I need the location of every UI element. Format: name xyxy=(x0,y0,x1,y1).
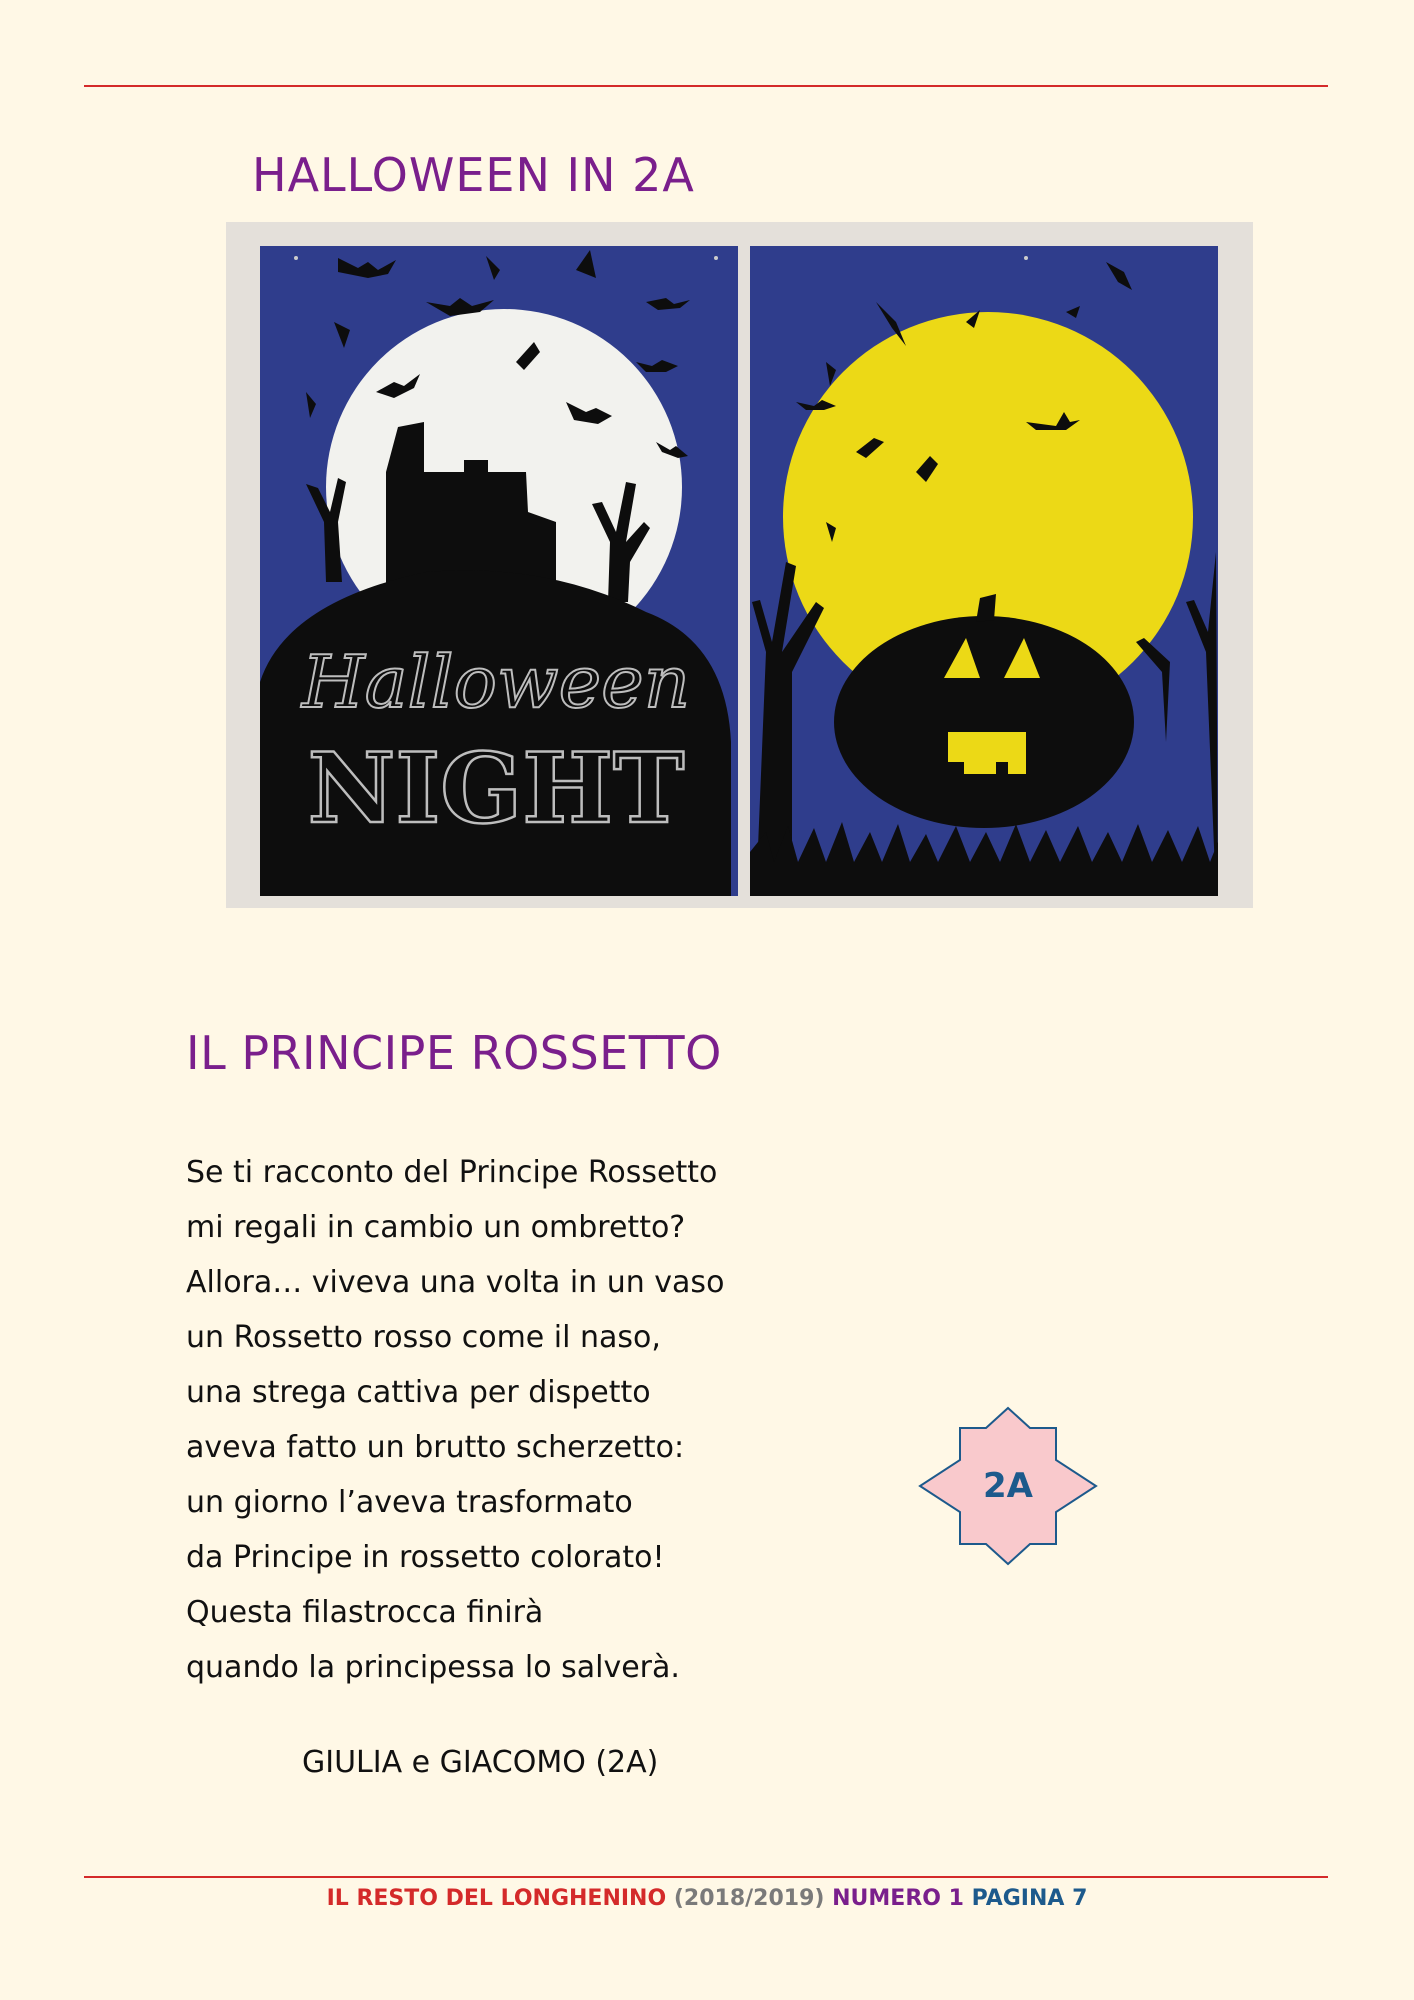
right-poster xyxy=(750,246,1218,896)
halloween-posters-photo xyxy=(226,222,1253,908)
bottom-rule xyxy=(84,1876,1328,1878)
footer-newspaper-name: IL RESTO DEL LONGHENINO xyxy=(326,1886,667,1911)
poem-line: Questa filastrocca finirà xyxy=(186,1595,544,1630)
halloween-title: HALLOWEEN IN 2A xyxy=(252,148,695,202)
poem-line: Allora… viveva una volta in un vaso xyxy=(186,1265,725,1300)
top-rule xyxy=(84,85,1328,87)
footer-page: PAGINA 7 xyxy=(971,1886,1088,1911)
poem-line: aveva fatto un brutto scherzetto: xyxy=(186,1430,685,1465)
footer-years: (2018/2019) xyxy=(673,1886,825,1911)
left-poster xyxy=(260,246,738,896)
poem-line: da Principe in rossetto colorato! xyxy=(186,1540,665,1575)
poem-line: mi regali in cambio un ombretto? xyxy=(186,1210,686,1245)
poem-title: IL PRINCIPE ROSSETTO xyxy=(186,1026,722,1080)
poem-body xyxy=(186,1145,724,1695)
class-badge xyxy=(916,1404,1100,1568)
poster-text-night: NIGHT xyxy=(307,732,685,845)
page-footer xyxy=(0,1886,1414,1911)
poem-line: un giorno l’aveva trasformato xyxy=(186,1485,633,1520)
badge-label: 2A xyxy=(983,1466,1033,1506)
poem-line: un Rossetto rosso come il naso, xyxy=(186,1320,661,1355)
poem-line: una strega cattiva per dispetto xyxy=(186,1375,651,1410)
poster-text-halloween: Halloween xyxy=(301,640,691,724)
poem-line: Se ti racconto del Principe Rossetto xyxy=(186,1155,718,1190)
poem-line: quando la principessa lo salverà. xyxy=(186,1650,680,1685)
footer-issue: NUMERO 1 xyxy=(832,1886,964,1911)
poem-authors: GIULIA e GIACOMO (2A) xyxy=(302,1745,659,1780)
